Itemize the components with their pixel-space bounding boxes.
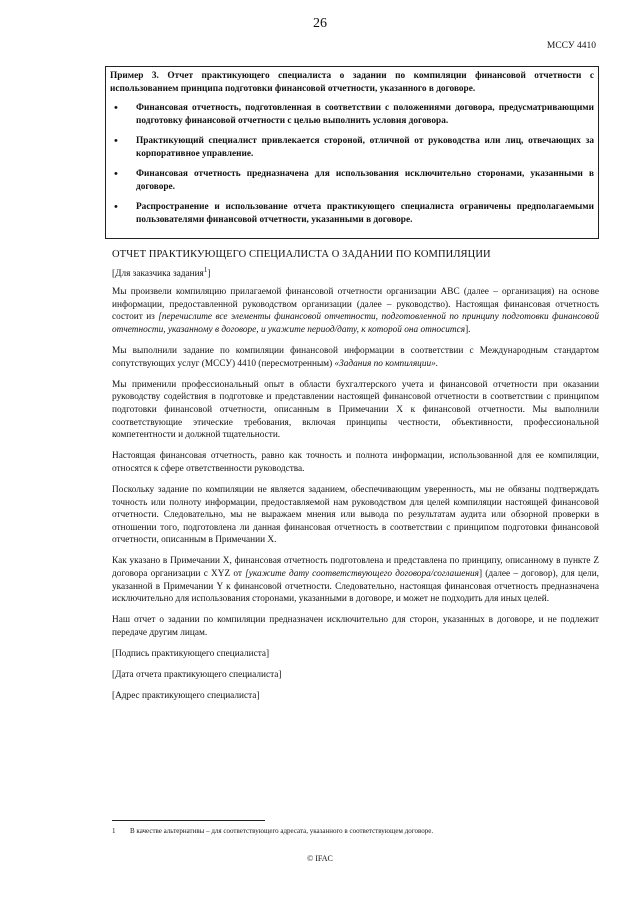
report-body <box>112 249 599 711</box>
bullet-text: Практикующий специалист привлекается стороной, отличной от руководства или лиц, отвечающих за корпоративное управление. <box>136 136 594 159</box>
report-addressee <box>112 265 599 281</box>
paragraph-text: Как указано в Примечании X, финансовая отчетность подготовлена и представлена по принципу, описанному в пункте Z договора организации с XYZ от <box>112 556 599 579</box>
footnote-divider <box>112 820 265 821</box>
addressee-text: [Для заказчика задания <box>112 268 204 279</box>
bullet-icon: • <box>114 168 118 180</box>
example-bullet-list <box>110 102 594 227</box>
bullet-item <box>110 102 594 128</box>
paragraph-text: Мы произвели компиляцию прилагаемой финансовой отчетности организации ABC (далее – организация) на основе информации, предоставленной руководством организации (далее – руководство). Настоящая финансовая отчетность состоит из <box>112 287 599 323</box>
bullet-item <box>110 135 594 161</box>
copyright-notice: © IFAC <box>307 854 333 863</box>
paragraph-text: Мы выполнили задание по компиляции финансовой информации в соответствии с Международным стандартом сопутствующих услуг (МССУ) 4410 (пересмотренным) <box>112 346 599 369</box>
bullet-icon: • <box>114 102 118 114</box>
report-title: ОТЧЕТ ПРАКТИКУЮЩЕГО СПЕЦИАЛИСТА О ЗАДАНИИ ПО КОМПИЛЯЦИИ <box>112 249 491 260</box>
footnote <box>112 827 599 836</box>
bullet-text: Финансовая отчетность предназначена для использования исключительно сторонами, указанными в договоре. <box>136 169 594 192</box>
bullet-text: Распространение и использование отчета практикующего специалиста ограничены предполагаемыми пользователями финансовой отчетности, указанными в договоре. <box>136 202 594 225</box>
bullet-icon: • <box>114 135 118 147</box>
paragraph-expertise: Мы применили профессиональный опыт в области бухгалтерского учета и финансовой отчетности при оказании руководству содействия в подготовке и представлении настоящей финансовой отчетности в соответствии с принципом подготовки финансовой отчетности, описанным в Примечании X к финансовой отчетности. Мы выполнили соответствующие этические требования, включая принципы честности, объективности, профессиональной компетентности и должной тщательности. <box>112 379 599 441</box>
footnote-number: 1 <box>112 827 116 835</box>
paragraph-basis-of-preparation <box>112 555 599 605</box>
paragraph-standard <box>112 345 599 370</box>
example-box <box>105 66 599 239</box>
address-placeholder: [Адрес практикующего специалиста] <box>112 691 260 702</box>
bullet-icon: • <box>114 201 118 213</box>
standard-code: МССУ 4410 <box>546 41 596 51</box>
bullet-text: Финансовая отчетность, подготовленная в соответствии с положениями договора, предусматривающими подготовку финансовой отчетности с целью выполнить условия договора. <box>136 103 594 126</box>
footnote-text: В качестве альтернативы – для соответствующего адресата, указанного в соответствующем договоре. <box>130 827 434 835</box>
paragraph-placeholder: [перечислите все элементы финансовой отчетности, подготовленной по принципу подготовки финансовой отчетности, указанному в договоре, и укажите период/дату, к которой она относится <box>112 312 599 335</box>
addressee-close: ] <box>207 268 211 279</box>
bullet-item <box>110 168 594 194</box>
paragraph-text: ]. <box>465 324 471 335</box>
footnote-reference: 1 <box>203 265 208 274</box>
paragraph-standard-title: «Задания по компиляции». <box>334 358 439 369</box>
paragraph-no-assurance: Поскольку задание по компиляции не является заданием, обеспечивающим уверенность, мы не обязаны подтверждать точность или полноту информации, предоставляемой нам руководством для целей компиляции настоящей финансовой отчетности. Следовательно, мы не выражаем мнения или вывода по результатам аудита или обзорной проверки в отношении того, подготовлена ли данная финансовая отчетность в соответствии с принципом подготовки финансовой отчетности, описанным в Примечании X. <box>112 484 599 546</box>
example-title: Пример 3. Отчет практикующего специалиста о задании по компиляции финансовой отчетности с использованием принципа подготовки финансовой отчетности, указанного в договоре. <box>110 71 594 94</box>
paragraph-restriction: Наш отчет о задании по компиляции предназначен исключительно для сторон, указанных в договоре, и не подлежит передаче другим лицам. <box>112 615 599 638</box>
paragraph-placeholder: [укажите дату соответствующего договора/соглашения <box>245 568 479 579</box>
signature-placeholder: [Подпись практикующего специалиста] <box>112 648 270 659</box>
paragraph-text: ] (далее – договор), для цели, указанной в Примечании Y к финансовой отчетности. Следовательно, настоящая финансовая отчетность предназначена исключительно для использования сторонами, указанными в договоре, и может не подходить для иных целей. <box>112 568 600 605</box>
paragraph-responsibility: Настоящая финансовая отчетность, равно как точность и полнота информации, использованной для ее компиляции, относятся к сфере ответственности руководства. <box>112 451 599 474</box>
date-placeholder: [Дата отчета практикующего специалиста] <box>112 670 282 681</box>
page-number: 26 <box>313 16 327 31</box>
bullet-item <box>110 201 594 227</box>
paragraph-compilation-scope <box>112 286 599 336</box>
